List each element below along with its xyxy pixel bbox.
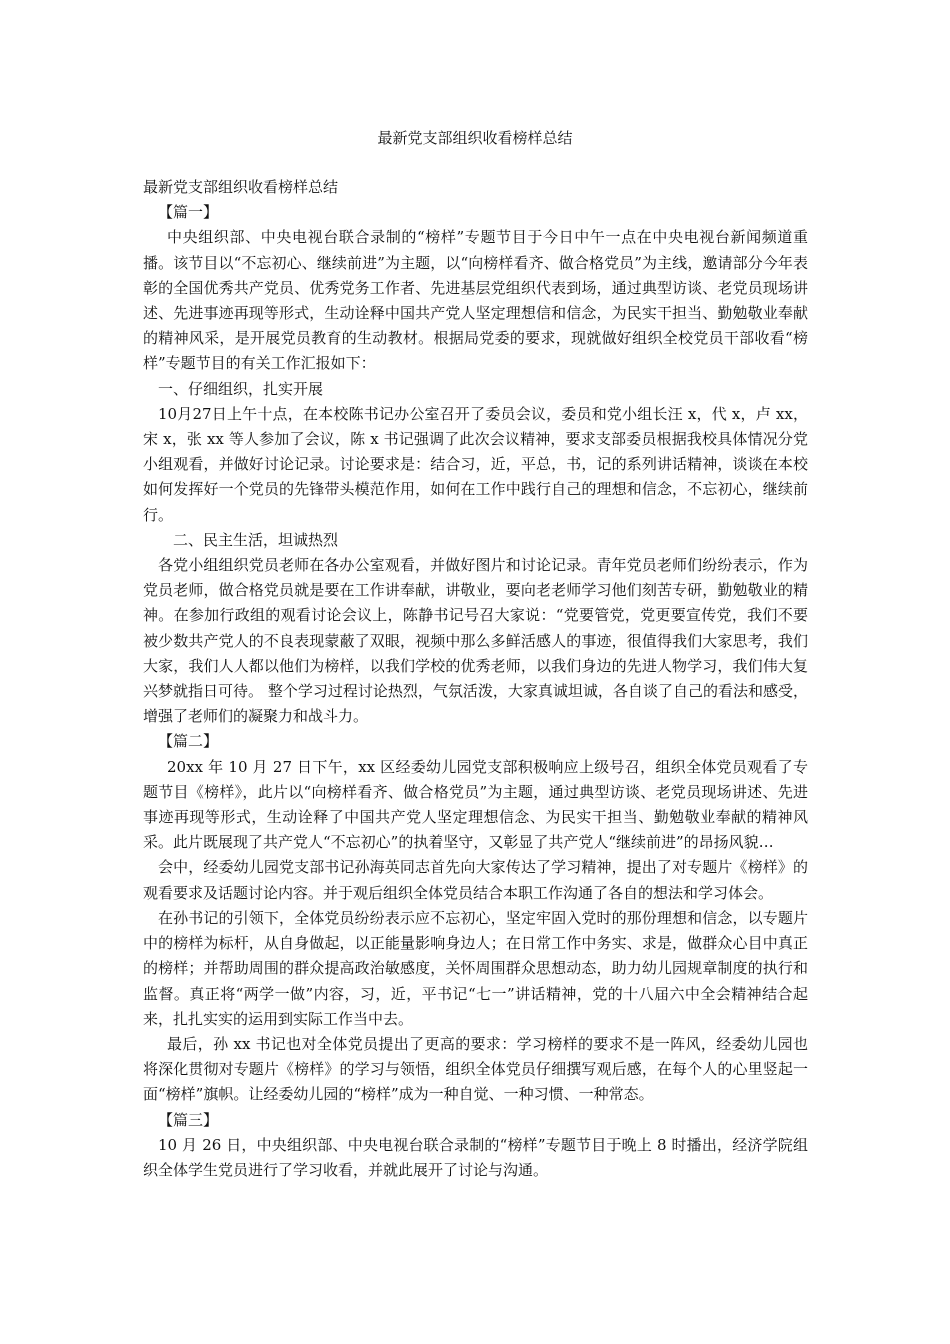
body-paragraph: 会中，经委幼儿园党支部书记孙海英同志首先向大家传达了学习精神，提出了对专题片《榜样》的观看要求及话题讨论内容。并于观后组织全体党员结合本职工作沟通了各自的想法和学习体会。 (143, 858, 808, 902)
document-title: 最新党支部组织收看榜样总结 (377, 129, 573, 147)
section-heading-part1: 【篇一】 (158, 203, 219, 222)
body-paragraph: 在孙书记的引领下，全体党员纷纷表示应不忘初心，坚定牢固入党时的那份理想和信念，以专题片中的榜样为标杆，从自身做起，以正能量影响身边人；在日常工作中务实、求是，做群众心目中真正的榜样；并帮助周围的群众提高政治敏感度，关怀周围群众思想动态，助力幼儿园规章制度的执行和监督。真正将“两学一做”内容，习，近，平书记“七一”讲话精神，党的十八届六中全会精神结合起来，扎扎实实的运用到实际工作当中去。 (143, 908, 808, 1028)
body-paragraph: 10月27日上午十点，在本校陈书记办公室召开了委员会议，委员和党小组长汪 x，代 x，卢 xx，宋 x，张 xx 等人参加了会议，陈 x 书记强调了此次会议精神，要求支部委员根据我校具体情况分党小组观看，并做好讨论记录。讨论要求是：结合习，近，平总，书，记的系列讲话精神，谈谈在本校如何发挥好一个党员的先锋带头模范作用，如何在工作中践行自己的理想和信念，不忘初心，继续前行。 (143, 404, 808, 524)
subtitle-paragraph: 最新党支部组织收看榜样总结 (143, 178, 339, 196)
subheading-1: 一、仔细组织，扎实开展 (158, 379, 324, 398)
document-body (143, 175, 808, 1183)
body-paragraph: 各党小组组织党员老师在各办公室观看，并做好图片和讨论记录。青年党员老师们纷纷表示，作为党员老师，做合格党员就是要在工作讲奉献，讲敬业，要向老老师学习他们刻苦专研，勤勉敬业的精神。在参加行政组的观看讨论会议上，陈静书记号召大家说：“党要管党，党更要宣传党，我们不要被少数共产党人的不良表现蒙蔽了双眼，视频中那么多鲜活感人的事迹，很值得我们大家思考，我们大家，我们人人都以他们为榜样，以我们学校的优秀老师，以我们身边的先进人物学习，我们伟大复兴梦就指日可待。 整个学习过程讨论热烈，气氛活泼，大家真诚坦诚，各自谈了自己的看法和感受，增强了老师们的凝聚力和战斗力。 (143, 556, 808, 726)
body-paragraph: 20xx 年 10 月 27 日下午，xx 区经委幼儿园党支部积极响应上级号召，组织全体党员观看了专题节目《榜样》，此片以“向榜样看齐、做合格党员”为主题，通过典型访谈、老党员现场讲述、先进事迹再现等形式，生动诠释了中国共产党人坚定理想信念、为民实干担当、勤勉敬业奉献的精神风采。此片既展现了共产党人“不忘初心”的执着坚守，又彰显了共产党人“继续前进”的昂扬风貌… (143, 757, 808, 852)
section-heading-part2: 【篇二】 (158, 732, 219, 751)
section-heading-part3: 【篇三】 (158, 1110, 219, 1129)
subheading-2: 二、民主生活，坦诚热烈 (173, 530, 339, 549)
body-paragraph: 10 月 26 日，中央组织部、中央电视台联合录制的“榜样”专题节目于晚上 8 时播出，经济学院组织全体学生党员进行了学习收看，并就此展开了讨论与沟通。 (143, 1135, 808, 1179)
body-paragraph: 最后，孙 xx 书记也对全体党员提出了更高的要求：学习榜样的要求不是一阵风，经委幼儿园也将深化贯彻对专题片《榜样》的学习与领悟，组织全体党员仔细撰写观后感，在每个人的心里竖起一面“榜样”旗帜。让经委幼儿园的“榜样”成为一种自觉、一种习惯、一种常态。 (143, 1034, 808, 1104)
body-paragraph: 中央组织部、中央电视台联合录制的“榜样”专题节目于今日中午一点在中央电视台新闻频道重播。该节目以“不忘初心、继续前进”为主题，以“向榜样看齐、做合格党员”为主线，邀请部分今年表彰的全国优秀共产党员、优秀党务工作者、先进基层党组织代表到场，通过典型访谈、老党员现场讲述、先进事迹再现等形式，生动诠释中国共产党人坚定理想信和信念，为民实干担当、勤勉敬业奉献的精神风采，是开展党员教育的生动教材。根据局党委的要求，现就做好组织全校党员干部收看“榜样”专题节目的有关工作汇报如下： (143, 228, 808, 373)
